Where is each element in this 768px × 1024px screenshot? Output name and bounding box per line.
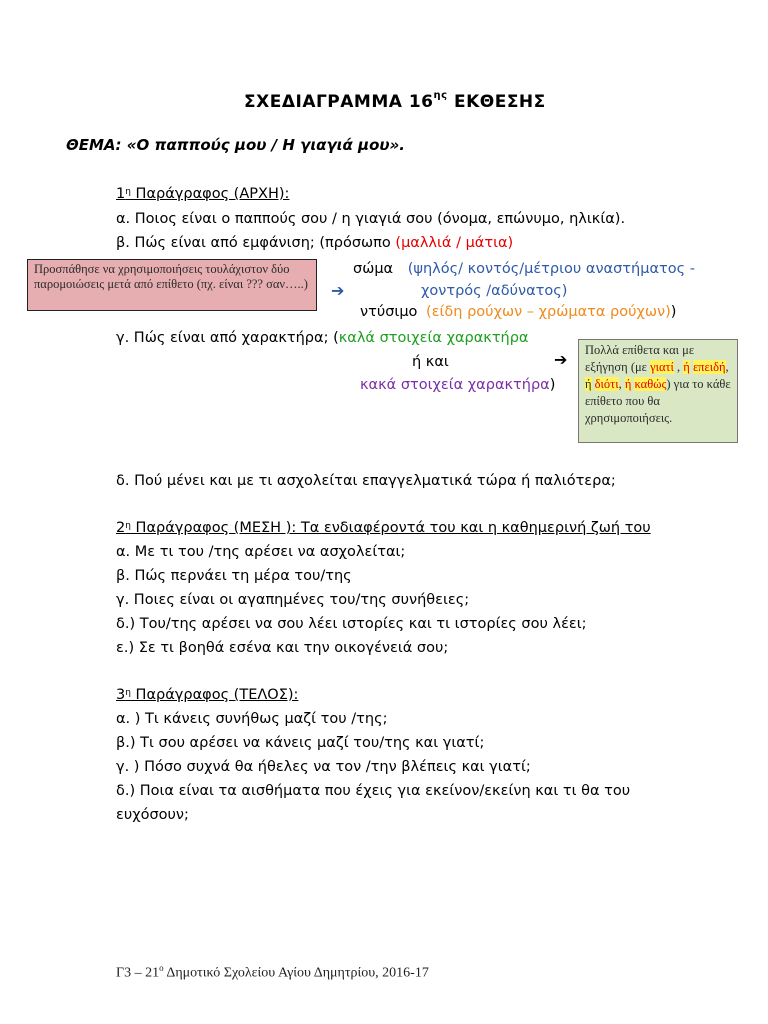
title-tail: ΕΚΘΕΣΗΣ bbox=[447, 92, 546, 112]
p1-item-a: α. Ποιος είναι ο παππούς σου / η γιαγιά σου (όνομα, επώνυμο, ηλικία). bbox=[116, 211, 626, 227]
p1-item-b: β. Πώς είναι από εμφάνιση; (πρόσωπο (μαλλιά / μάτια) bbox=[116, 235, 514, 251]
p3-item-a: α. ) Τι κάνεις συνήθως μαζί του /της; bbox=[116, 711, 388, 727]
page-footer: $\Gamma 3 - 21^o$ Δημοτικό Σχολείου Αγίου Δημητρίου, 2016-17 bbox=[116, 963, 429, 981]
p1-body-row: σώμα (ψηλός/ κοντός/μέτριου αναστήματος - bbox=[353, 261, 695, 277]
arrow-right-icon: ➔ bbox=[554, 350, 568, 369]
title-sup: ης bbox=[433, 90, 448, 102]
p3-item-d: δ.) Ποια είναι τα αισθήματα που έχεις για εκείνον/εκείνη και τι θα του bbox=[116, 783, 631, 799]
p1-clothes-row: ντύσιμο (είδη ρούχων – χρώματα ρούχων)) bbox=[360, 304, 677, 320]
p3-item-c: γ. ) Πόσο συχνά θα ήθελες να τον /την βλέπεις και γιατί; bbox=[116, 759, 531, 775]
p1-or-text: ή και bbox=[412, 354, 449, 370]
paragraph-3-heading: $3^\eta$ Παράγραφος (ΤΕΛΟΣ): bbox=[116, 687, 299, 703]
adjectives-tip-box: Πολλά επίθετα και με εξήγηση (με γιατί , ή επειδή, ή διότι, ή καθώς) για το κάθε επίθετο που θα χρησιμοποιήσεις. bbox=[578, 339, 738, 443]
p2-item-b: β. Πώς περνάει τη μέρα του/της bbox=[116, 568, 352, 584]
paragraph-1-heading: $1^\eta$ Παράγραφος (ΑΡΧΗ): bbox=[116, 186, 290, 202]
hair-eyes-label: (μαλλιά / μάτια) bbox=[395, 235, 514, 251]
simile-tip-box: Προσπάθησε να χρησιμοποιήσεις τουλάχιστον δύο παρομοιώσεις μετά από επίθετο (πχ. είναι ??? σαν…..) bbox=[27, 259, 317, 311]
p1-item-d: δ. Πού μένει και με τι ασχολείται επαγγελματικά τώρα ή παλιότερα; bbox=[116, 473, 616, 489]
p3-item-b: β.) Τι σου αρέσει να κάνεις μαζί του/της και γιατί; bbox=[116, 735, 485, 751]
page-title bbox=[244, 92, 546, 112]
p1-item-c: γ. Πώς είναι από χαρακτήρα; (καλά στοιχεία χαρακτήρα bbox=[116, 330, 529, 346]
arrow-right-icon: ➔ bbox=[331, 281, 345, 300]
p1-bad-traits: κακά στοιχεία χαρακτήρα) bbox=[360, 377, 556, 393]
essay-theme: ΘΕΜΑ: «Ο παππούς μου / Η γιαγιά μου». bbox=[66, 136, 405, 154]
title-text: ΣΧΕΔΙΑΓΡΑΜΜΑ 16 bbox=[244, 92, 434, 112]
p3-item-d-cont: ευχόσουν; bbox=[116, 807, 189, 823]
p2-item-a: α. Με τι του /της αρέσει να ασχολείται; bbox=[116, 544, 406, 560]
p2-item-c: γ. Ποιες είναι οι αγαπημένες του/της συνήθειες; bbox=[116, 592, 470, 608]
paragraph-2-heading: $2^\eta$ Παράγραφος (ΜΕΣΗ ): Τα ενδιαφέροντά του και η καθημερινή ζωή του bbox=[116, 520, 651, 536]
p1-body-row-2: χοντρός /αδύνατος) bbox=[421, 283, 568, 299]
p2-item-e: ε.) Σε τι βοηθά εσένα και την οικογένειά σου; bbox=[116, 640, 449, 656]
p2-item-d: δ.) Του/της αρέσει να σου λέει ιστορίες και τι ιστορίες σου λέει; bbox=[116, 616, 587, 632]
